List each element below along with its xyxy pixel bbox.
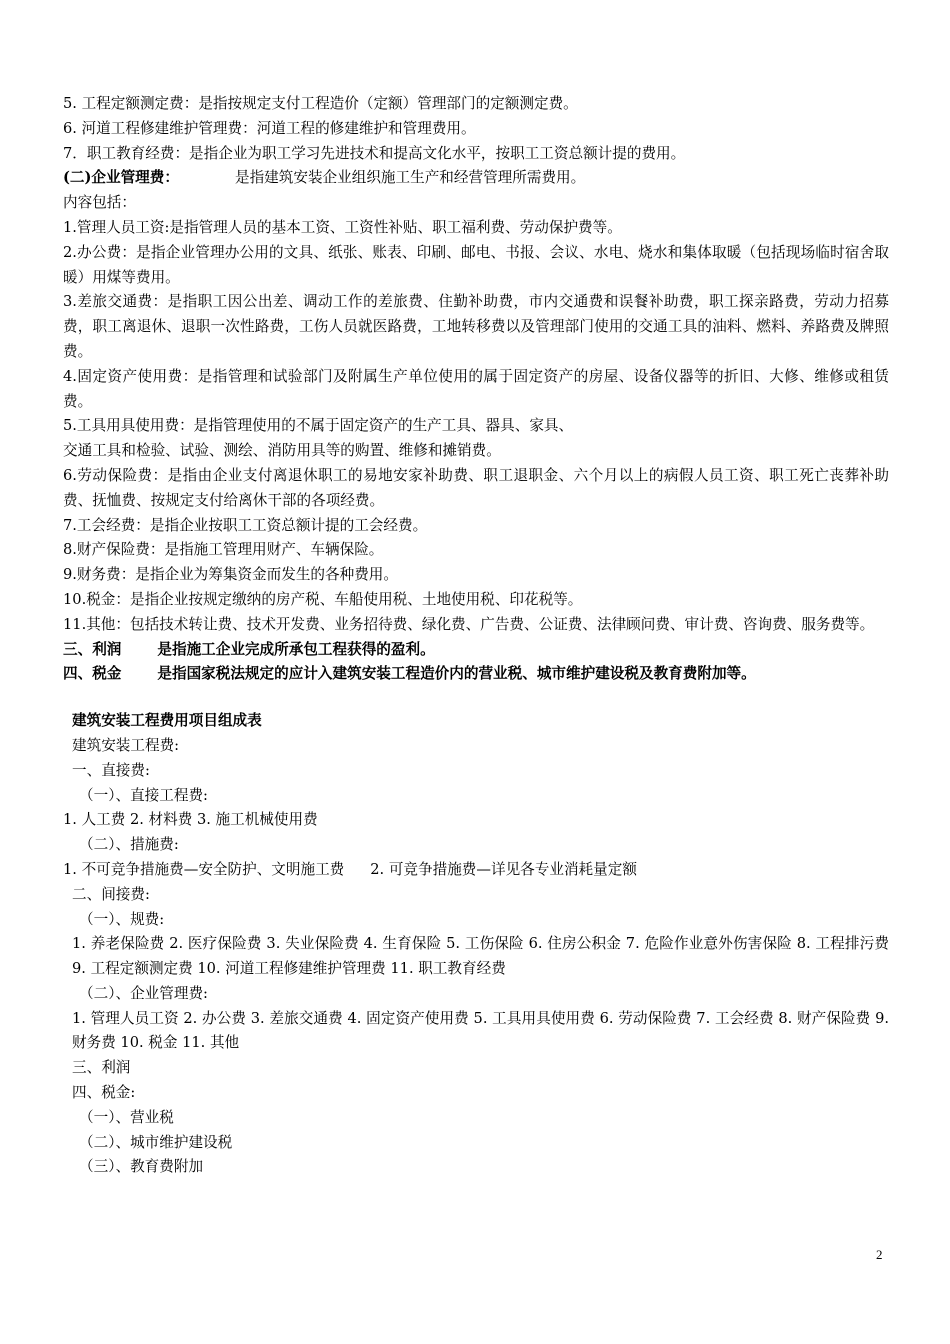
table-indirect: 二、间接费: [72, 885, 150, 903]
item-2: 2.办公费：是指企业管理办公用的文具、纸张、账表、印刷、邮电、书报、会议、水电、烧水和集体取暖（包括现场临时宿舍取暖）用煤等费用。 [63, 243, 889, 286]
table-fees: （一）、规费: [79, 910, 165, 928]
table-fees-items: 1. 养老保险费 2. 医疗保险费 3. 失业保险费 4. 生育保险 5. 工伤保险 6. 住房公积金 7. 危险作业意外伤害保险 8. 工程排污费 9. 工程定额测定费 10. 河道工程修建维护管理费 11. 职工教育经费 [72, 935, 889, 978]
item-6: 6.劳动保险费：是指由企业支付离退休职工的易地安家补助费、职工退职金、六个月以上的病假人员工资、职工死亡丧葬补助费、抚恤费、按规定支付给离休干部的各项经费。 [63, 466, 889, 509]
table-mgmt-items: 1. 管理人员工资 2. 办公费 3. 差旅交通费 4. 固定资产使用费 5. 工具用具使用费 6. 劳动保险费 7. 工会经费 8. 财产保险费 9. 财务费 10. 税金 11. 其他 [72, 1009, 889, 1052]
measures-item-1: 1. 不可竞争措施费—安全防护、文明施工费 [63, 860, 345, 878]
item-8: 8.财产保险费：是指施工管理用财产、车辆保险。 [63, 541, 384, 559]
table-title: 建筑安装工程费用项目组成表 [72, 712, 262, 730]
table-direct-eng-items: 1. 人工费 2. 材料费 3. 施工机械使用费 [63, 811, 318, 829]
item-5-cont: 交通工具和检验、试验、测绘、消防用具等的购置、维修和摊销费。 [63, 442, 501, 460]
table-measures: （二）、措施费: [79, 836, 179, 854]
section2-title: (二)企业管理费： [63, 169, 179, 187]
table-direct: 一、直接费: [72, 761, 150, 779]
section3-label: 三、利润 [63, 640, 122, 658]
section3-desc: 是指施工企业完成所承包工程获得的盈利。 [157, 640, 435, 658]
table-profit: 三、利润 [72, 1059, 131, 1077]
table-tax-3: （三）、教育费附加 [79, 1158, 204, 1176]
section4 [63, 662, 889, 687]
section3 [63, 638, 889, 663]
line-7: 7．职工教育经费：是指企业为职工学习先进技术和提高文化水平，按职工工资总额计提的费用。 [63, 144, 686, 162]
item-4: 4.固定资产使用费：是指管理和试验部门及附属生产单位使用的属于固定资产的房屋、设备仪器等的折旧、大修、维修或租赁费。 [63, 367, 889, 410]
item-9: 9.财务费：是指企业为筹集资金而发生的各种费用。 [63, 566, 398, 584]
table-tax-2: （二）、城市维护建设税 [79, 1133, 233, 1151]
measures-item-2: 2. 可竞争措施费—详见各专业消耗量定额 [370, 860, 637, 878]
table-tax-1: （一）、营业税 [79, 1108, 174, 1126]
section2-desc: 是指建筑安装企业组织施工生产和经营管理所需费用。 [234, 169, 586, 187]
table-direct-eng: （一）、直接工程费: [79, 786, 208, 804]
section4-label: 四、税金 [63, 665, 122, 683]
item-10: 10.税金：是指企业按规定缴纳的房产税、车船使用税、土地使用税、印花税等。 [63, 590, 583, 608]
line-6: 6. 河道工程修建维护管理费：河道工程的修建维护和管理费用。 [63, 119, 476, 137]
document-page [63, 92, 889, 1180]
item-3: 3.差旅交通费：是指职工因公出差、调动工作的差旅费、住勤补助费，市内交通费和误餐补助费，职工探亲路费，劳动力招募费，职工离退休、退职一次性路费，工伤人员就医路费，工地转移费以及管理部门使用的交通工具的油料、燃料、养路费及牌照费。 [63, 293, 889, 360]
item-5: 5.工具用具使用费：是指管理使用的不属于固定资产的生产工具、器具、家具、 [63, 417, 574, 435]
item-11: 11.其他：包括技术转让费、技术开发费、业务招待费、绿化费、广告费、公证费、法律顾问费、审计费、咨询费、服务费等。 [63, 615, 875, 633]
item-1: 1.管理人员工资:是指管理人员的基本工资、工资性补贴、职工福利费、劳动保护费等。 [63, 218, 622, 236]
page-number: 2 [876, 1247, 883, 1262]
table-tax: 四、税金: [72, 1084, 136, 1102]
table-root: 建筑安装工程费: [72, 736, 180, 754]
item-7: 7.工会经费：是指企业按职工工资总额计提的工会经费。 [63, 516, 428, 534]
section2-intro: 内容包括： [63, 194, 136, 212]
table-measures-items [63, 858, 889, 883]
table-mgmt: （二）、企业管理费: [79, 984, 208, 1002]
section4-desc: 是指国家税法规定的应计入建筑安装工程造价内的营业税、城市维护建设税及教育费附加等。 [157, 665, 756, 683]
line-5: 5. 工程定额测定费：是指按规定支付工程造价（定额）管理部门的定额测定费。 [63, 95, 578, 112]
section2-heading [63, 166, 889, 191]
